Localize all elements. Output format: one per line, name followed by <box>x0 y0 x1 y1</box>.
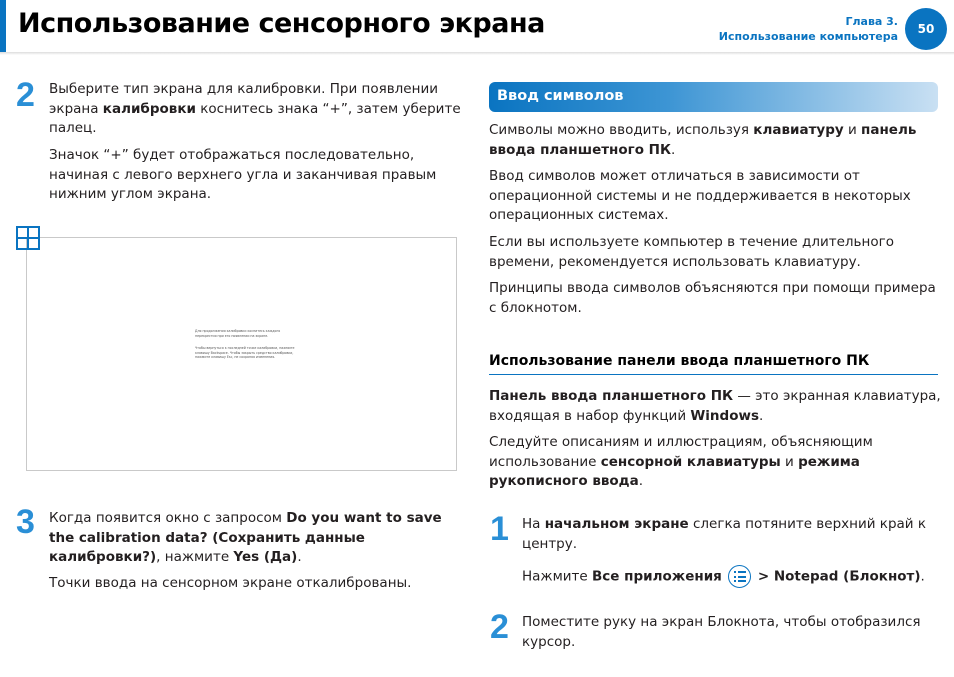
text-run: Следуйте описаниям и иллюстрациям, объясняющим использование <box>489 434 873 470</box>
step-number: 2 <box>16 76 35 114</box>
calibration-screen-illustration <box>26 237 457 471</box>
crosshair-plus-icon <box>16 226 40 250</box>
text-run: и <box>780 453 799 470</box>
chapter-name: Использование компьютера <box>718 30 898 43</box>
text-run: слегка потяните верхний край к центру. <box>522 516 927 552</box>
tablet-panel-description <box>489 387 941 426</box>
bold-term: Все приложения <box>592 568 722 585</box>
bold-term: Windows <box>690 407 759 424</box>
text-run: . <box>758 407 764 424</box>
bold-term: клавиатуру <box>753 122 844 138</box>
os-note-paragraph: Ввод символов может отличаться в зависимости от операционной системы и не поддерживается в некоторых операционных системах. <box>489 168 911 223</box>
subsection-heading: Использование панели ввода планшетного ПК <box>489 353 938 375</box>
calibration-escape-text: Чтобы вернуться к последней точке калибровки, нажмите клавишу Backspace. Чтобы закрыть средство калибровки, нажмите клавишу Esc, не сохраняя изменения. <box>195 346 295 359</box>
bold-term: > Notepad (Блокнот) <box>753 568 921 585</box>
text-run: Выберите тип экрана для калибровки. При появлении экрана <box>49 81 438 117</box>
text-run: . <box>297 549 302 565</box>
text-run: На <box>522 516 545 532</box>
keyboard-tip-paragraph: Если вы используете компьютер в течение длительного времени, рекомендуется использовать клавиатуру. <box>489 234 894 270</box>
step-2-note: Значок “+” будет отображаться последовательно, начиная с левого верхнего угла и заканчивая правым нижним углом экрана. <box>49 147 437 202</box>
text-run: Символы можно вводить, используя <box>489 122 754 138</box>
chapter-number: Глава 3. <box>845 15 898 28</box>
text-run: — это экранная клавиатура, входящая в набор функций <box>489 388 941 424</box>
step-number: 2 <box>490 608 509 646</box>
header-accent-bar <box>0 0 6 52</box>
bold-term: калибровки <box>102 100 196 117</box>
bold-term: сенсорной клавиатуры <box>600 453 781 470</box>
step-1-apps-instruction <box>522 565 942 588</box>
bold-term: Yes (Да) <box>233 549 298 565</box>
page-number-badge: 50 <box>905 8 947 50</box>
header-divider <box>0 52 954 55</box>
all-apps-icon <box>728 565 751 588</box>
text-run: коснитесь знака “+”, затем уберите палец. <box>49 100 461 136</box>
bold-term: панель ввода планшетного ПК <box>489 122 917 158</box>
section-heading: Ввод символов <box>497 88 624 104</box>
text-run: Нажмите <box>522 568 593 585</box>
text-run: , нажмите <box>156 549 234 565</box>
text-run: . <box>638 473 643 489</box>
bold-term: Do you want to save the calibration data? (Сохранить данные калибровки?) <box>49 510 442 565</box>
text-run: . <box>671 141 676 158</box>
step-1-instruction <box>522 515 942 554</box>
step-3-result: Точки ввода на сенсорном экране откалиброваны. <box>49 575 412 591</box>
step-3-instruction <box>49 509 464 568</box>
follow-instructions-paragraph <box>489 433 941 492</box>
calibration-instruction-text: Для продолжения калибровки коснитесь каждого перекрестия при его появлении на экране. <box>195 329 281 338</box>
step-2-instruction <box>49 80 464 139</box>
bold-term: Панель ввода планшетного ПК <box>489 388 734 404</box>
example-paragraph: Принципы ввода символов объясняются при помощи примера с блокнотом. <box>489 280 936 316</box>
page-title: Использование сенсорного экрана <box>18 8 545 39</box>
intro-paragraph <box>489 121 941 160</box>
section-heading-bar <box>489 82 938 112</box>
text-run: Когда появится окно с запросом <box>49 510 287 526</box>
bold-term: режима рукописного ввода <box>489 453 860 489</box>
step-number: 1 <box>490 510 509 548</box>
bold-term: начальном экране <box>544 516 689 532</box>
text-run: и <box>843 122 862 138</box>
step-2-right-instruction: Поместите руку на экран Блокнота, чтобы отобразился курсор. <box>522 614 921 650</box>
step-number: 3 <box>16 503 35 541</box>
chapter-label <box>719 14 898 44</box>
text-run: . <box>920 568 925 585</box>
